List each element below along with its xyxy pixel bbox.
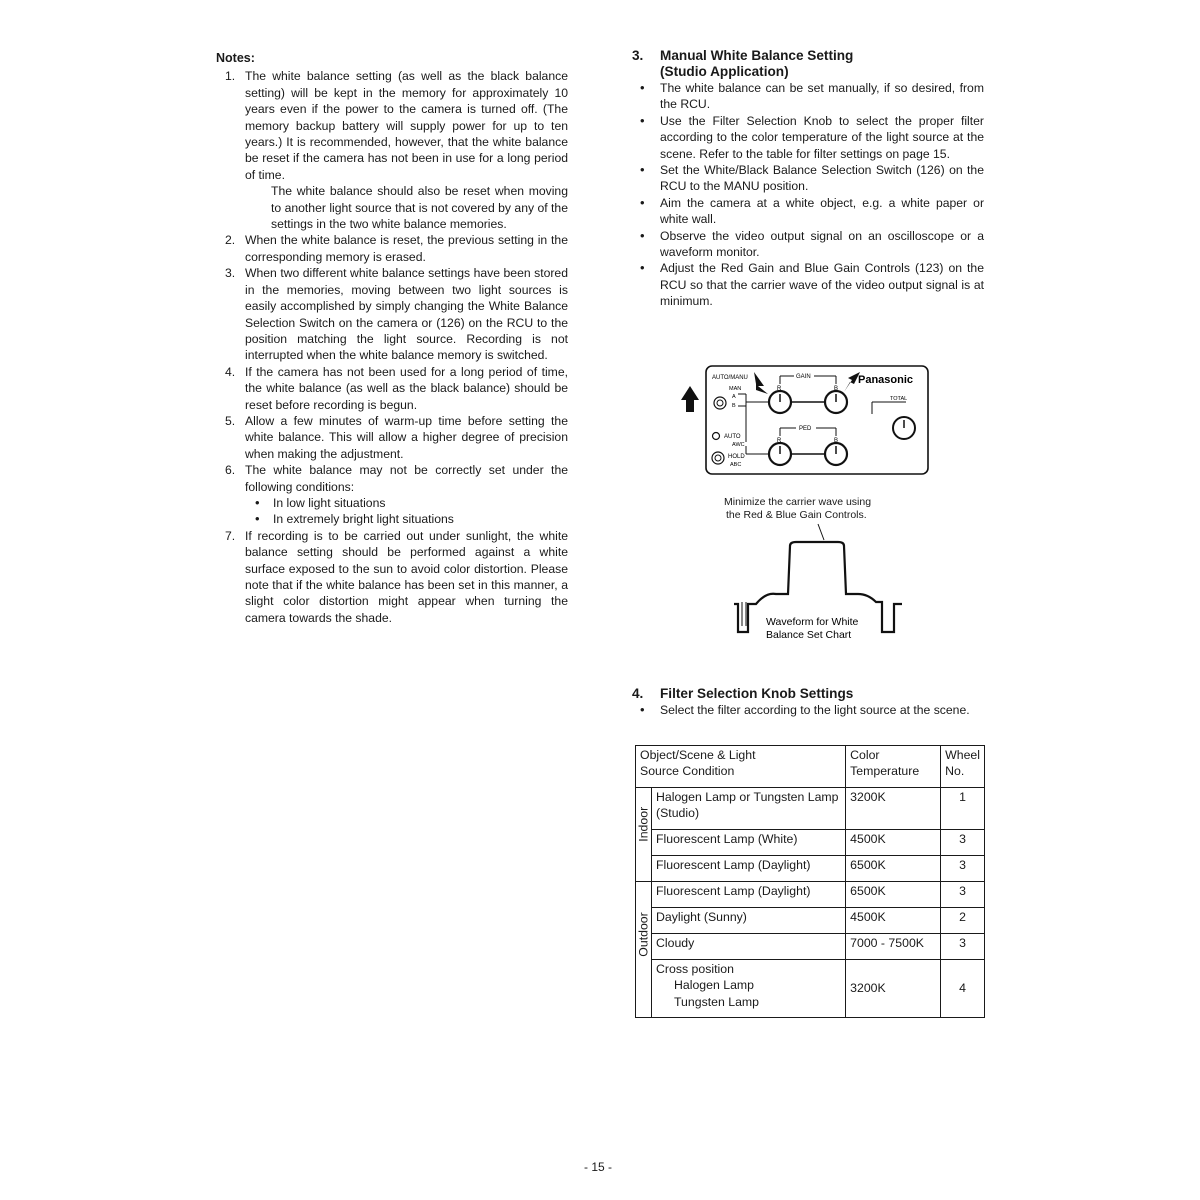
svg-text:B: B: [834, 386, 839, 392]
section-4-heading: 4. Filter Selection Knob Settings: [632, 686, 854, 701]
table-row: Daylight (Sunny) 4500K 2: [636, 908, 985, 934]
table-header-row: [636, 746, 985, 788]
bullet-item: • Use the Filter Selection Knob to select the proper filter according to the color temperature of the light source at the scene. Refer to the table for filter settings on page 15.: [632, 113, 984, 162]
section-3-bullets: [632, 80, 984, 310]
hold-switch-icon: [712, 452, 724, 464]
waveform-label-line1: Waveform for White: [766, 616, 859, 628]
bullet-item: • Observe the video output signal on an oscilloscope or a waveform monitor.: [632, 228, 984, 261]
header-wheel: Wheel No.: [941, 746, 985, 788]
note-item: 5. Allow a few minutes of warm-up time before setting the white balance. This will allow a higher degree of precision when making the adjustment.: [225, 413, 568, 461]
note-subitem: • In extremely bright light situations: [245, 511, 568, 527]
note-item: 2. When the white balance is reset, the previous setting in the corresponding memory is erased.: [225, 233, 568, 264]
indoor-group-label: Indoor: [636, 788, 652, 882]
note-subitem: • In low light situations: [245, 495, 568, 511]
gain-label: GAIN: [796, 374, 811, 380]
svg-text:B: B: [834, 438, 839, 444]
note-item: 7. If recording is to be carried out under sunlight, the white balance setting should be performed against a white surface exposed to the sun to avoid color distortion. Please note that if the white balance has been set in this manner, a slight color distortion might appear when turning the camera towards the shade.: [225, 528, 568, 625]
filter-settings-table: [635, 745, 985, 1018]
note-text: Allow a few minutes of warm-up time before setting the white balance. This will allow a higher degree of precision when making the adjustment.: [245, 413, 568, 461]
svg-text:R: R: [777, 438, 782, 444]
bullet-item: • Select the filter according to the light source at the scene.: [632, 702, 984, 718]
notes-title: Notes:: [216, 51, 255, 65]
header-temperature: Color Temperature: [846, 746, 941, 788]
header-source: Object/Scene & Light Source Condition: [636, 746, 846, 788]
note-text: When the white balance is reset, the previous setting in the corresponding memory is erased.: [245, 233, 568, 264]
hold-label: HOLD: [728, 454, 745, 460]
auto-indicator-icon: [713, 433, 720, 440]
note-item: 4. If the camera has not been used for a long period of time, the white balance (as well as the black balance) should be reset before recording is begun.: [225, 364, 568, 412]
notes-column: [216, 50, 568, 626]
man-switch-icon: [714, 397, 726, 409]
note-text: When two different white balance settings have been stored in the memories, moving between two light sources is easily accomplished by simply changing the White Balance Selection Switch on the camera or (126) on the RCU to the position matching the light source. Recording is not interrupted when the white balance memory is switched.: [245, 266, 568, 363]
bullet-item: • Aim the camera at a white object, e.g. a white paper or white wall.: [632, 195, 984, 228]
note-text: If recording is to be carried out under sunlight, the white balance setting should be performed against a white surface exposed to the sun to avoid color distortion. Please note that if the white balance has been set in this manner, a slight color distortion might appear when turning the camera towards the shade.: [245, 528, 568, 625]
bullet-item: • The white balance can be set manually, if so desired, from the RCU.: [632, 80, 984, 113]
section-3: [632, 48, 984, 310]
auto-manu-label: AUTO/MANU: [712, 375, 748, 381]
section-4-bullets: [632, 702, 984, 718]
table-row: Cross position Halogen Lamp Tungsten Lamp 3200K 4: [636, 960, 985, 1018]
bullet-item: • Adjust the Red Gain and Blue Gain Controls (123) on the RCU so that the carrier wave of the video output signal is at minimum.: [632, 260, 984, 309]
note-extra: The white balance should also be reset when moving to another light source that is not covered by any of the settings in the two white balance memories.: [271, 184, 568, 232]
svg-text:B: B: [732, 403, 736, 409]
section-3-heading: 3. Manual White Balance Setting (Studio Application): [632, 48, 854, 79]
total-label: TOTAL: [890, 396, 908, 402]
panasonic-logo: Panasonic: [858, 374, 914, 386]
up-arrow-icon: [681, 386, 699, 412]
waveform-label-line2: Balance Set Chart: [766, 629, 852, 641]
svg-text:ABC: ABC: [730, 462, 742, 468]
auto-label: AUTO: [724, 434, 741, 440]
table-row: Outdoor Fluorescent Lamp (Daylight) 6500K 3: [636, 882, 985, 908]
diagram-caption: Minimize the carrier wave using the Red & Blue Gain Controls.: [724, 496, 872, 521]
page-number: - 15 -: [584, 1160, 613, 1174]
notes-list: [216, 68, 568, 626]
note-text: If the camera has not been used for a long period of time, the white balance (as well as the black balance) should be reset before recording is begun.: [245, 364, 568, 412]
bullet-item: • Set the White/Black Balance Selection Switch (126) on the RCU to the MANU position.: [632, 162, 984, 195]
note-item: 3. When two different white balance settings have been stored in the memories, moving between two light sources is easily accomplished by simply changing the White Balance Selection Switch on the camera or (126) on the RCU to the position matching the light source. Recording is not interrupted when the white balance memory is switched.: [225, 266, 568, 363]
svg-text:A: A: [732, 394, 736, 400]
outdoor-group-label: Outdoor: [636, 882, 652, 1018]
table-row: Fluorescent Lamp (White) 4500K 3: [636, 830, 985, 856]
note-sublist: [245, 495, 568, 528]
note-text: The white balance may not be correctly set under the following conditions:: [245, 463, 568, 494]
note-item: 6. The white balance may not be correctly set under the following conditions: • In low light situations • In extremely bright light situations: [216, 462, 568, 528]
cross-position-cell: Cross position Halogen Lamp Tungsten Lamp: [652, 960, 846, 1018]
table-row: Cloudy 7000 - 7500K 3: [636, 934, 985, 960]
table-row: Fluorescent Lamp (Daylight) 6500K 3: [636, 856, 985, 882]
svg-text:AWC: AWC: [732, 442, 745, 448]
svg-text:R: R: [777, 386, 782, 392]
note-item: 1. The white balance setting (as well as the black balance setting) will be kept in the memory for approximately 10 years even if the power to the camera is turned off. (The memory backup battery will supply power for up to ten years.) It is recommended, however, that the white balance be reset if the camera has not been in use for a long period of time. The white balance should also be reset when moving to another light source that is not covered by any of the settings in the two white balance memories.: [225, 69, 568, 232]
ped-label: PED: [799, 426, 812, 432]
waveform-diagram: [728, 522, 908, 642]
section-4: [632, 686, 984, 718]
table-row: Indoor Halogen Lamp or Tungsten Lamp (Studio) 3200K 1: [636, 788, 985, 830]
note-text: The white balance setting (as well as the black balance setting) will be kept in the memory for approximately 10 years even if the power to the camera is turned off. (The memory backup battery will supply power for up to ten years.) It is recommended, however, that the white balance be reset if the camera has not been in use for a long period of time.: [245, 69, 568, 182]
svg-text:MAN: MAN: [729, 386, 742, 392]
rcu-panel-diagram: [676, 362, 936, 482]
